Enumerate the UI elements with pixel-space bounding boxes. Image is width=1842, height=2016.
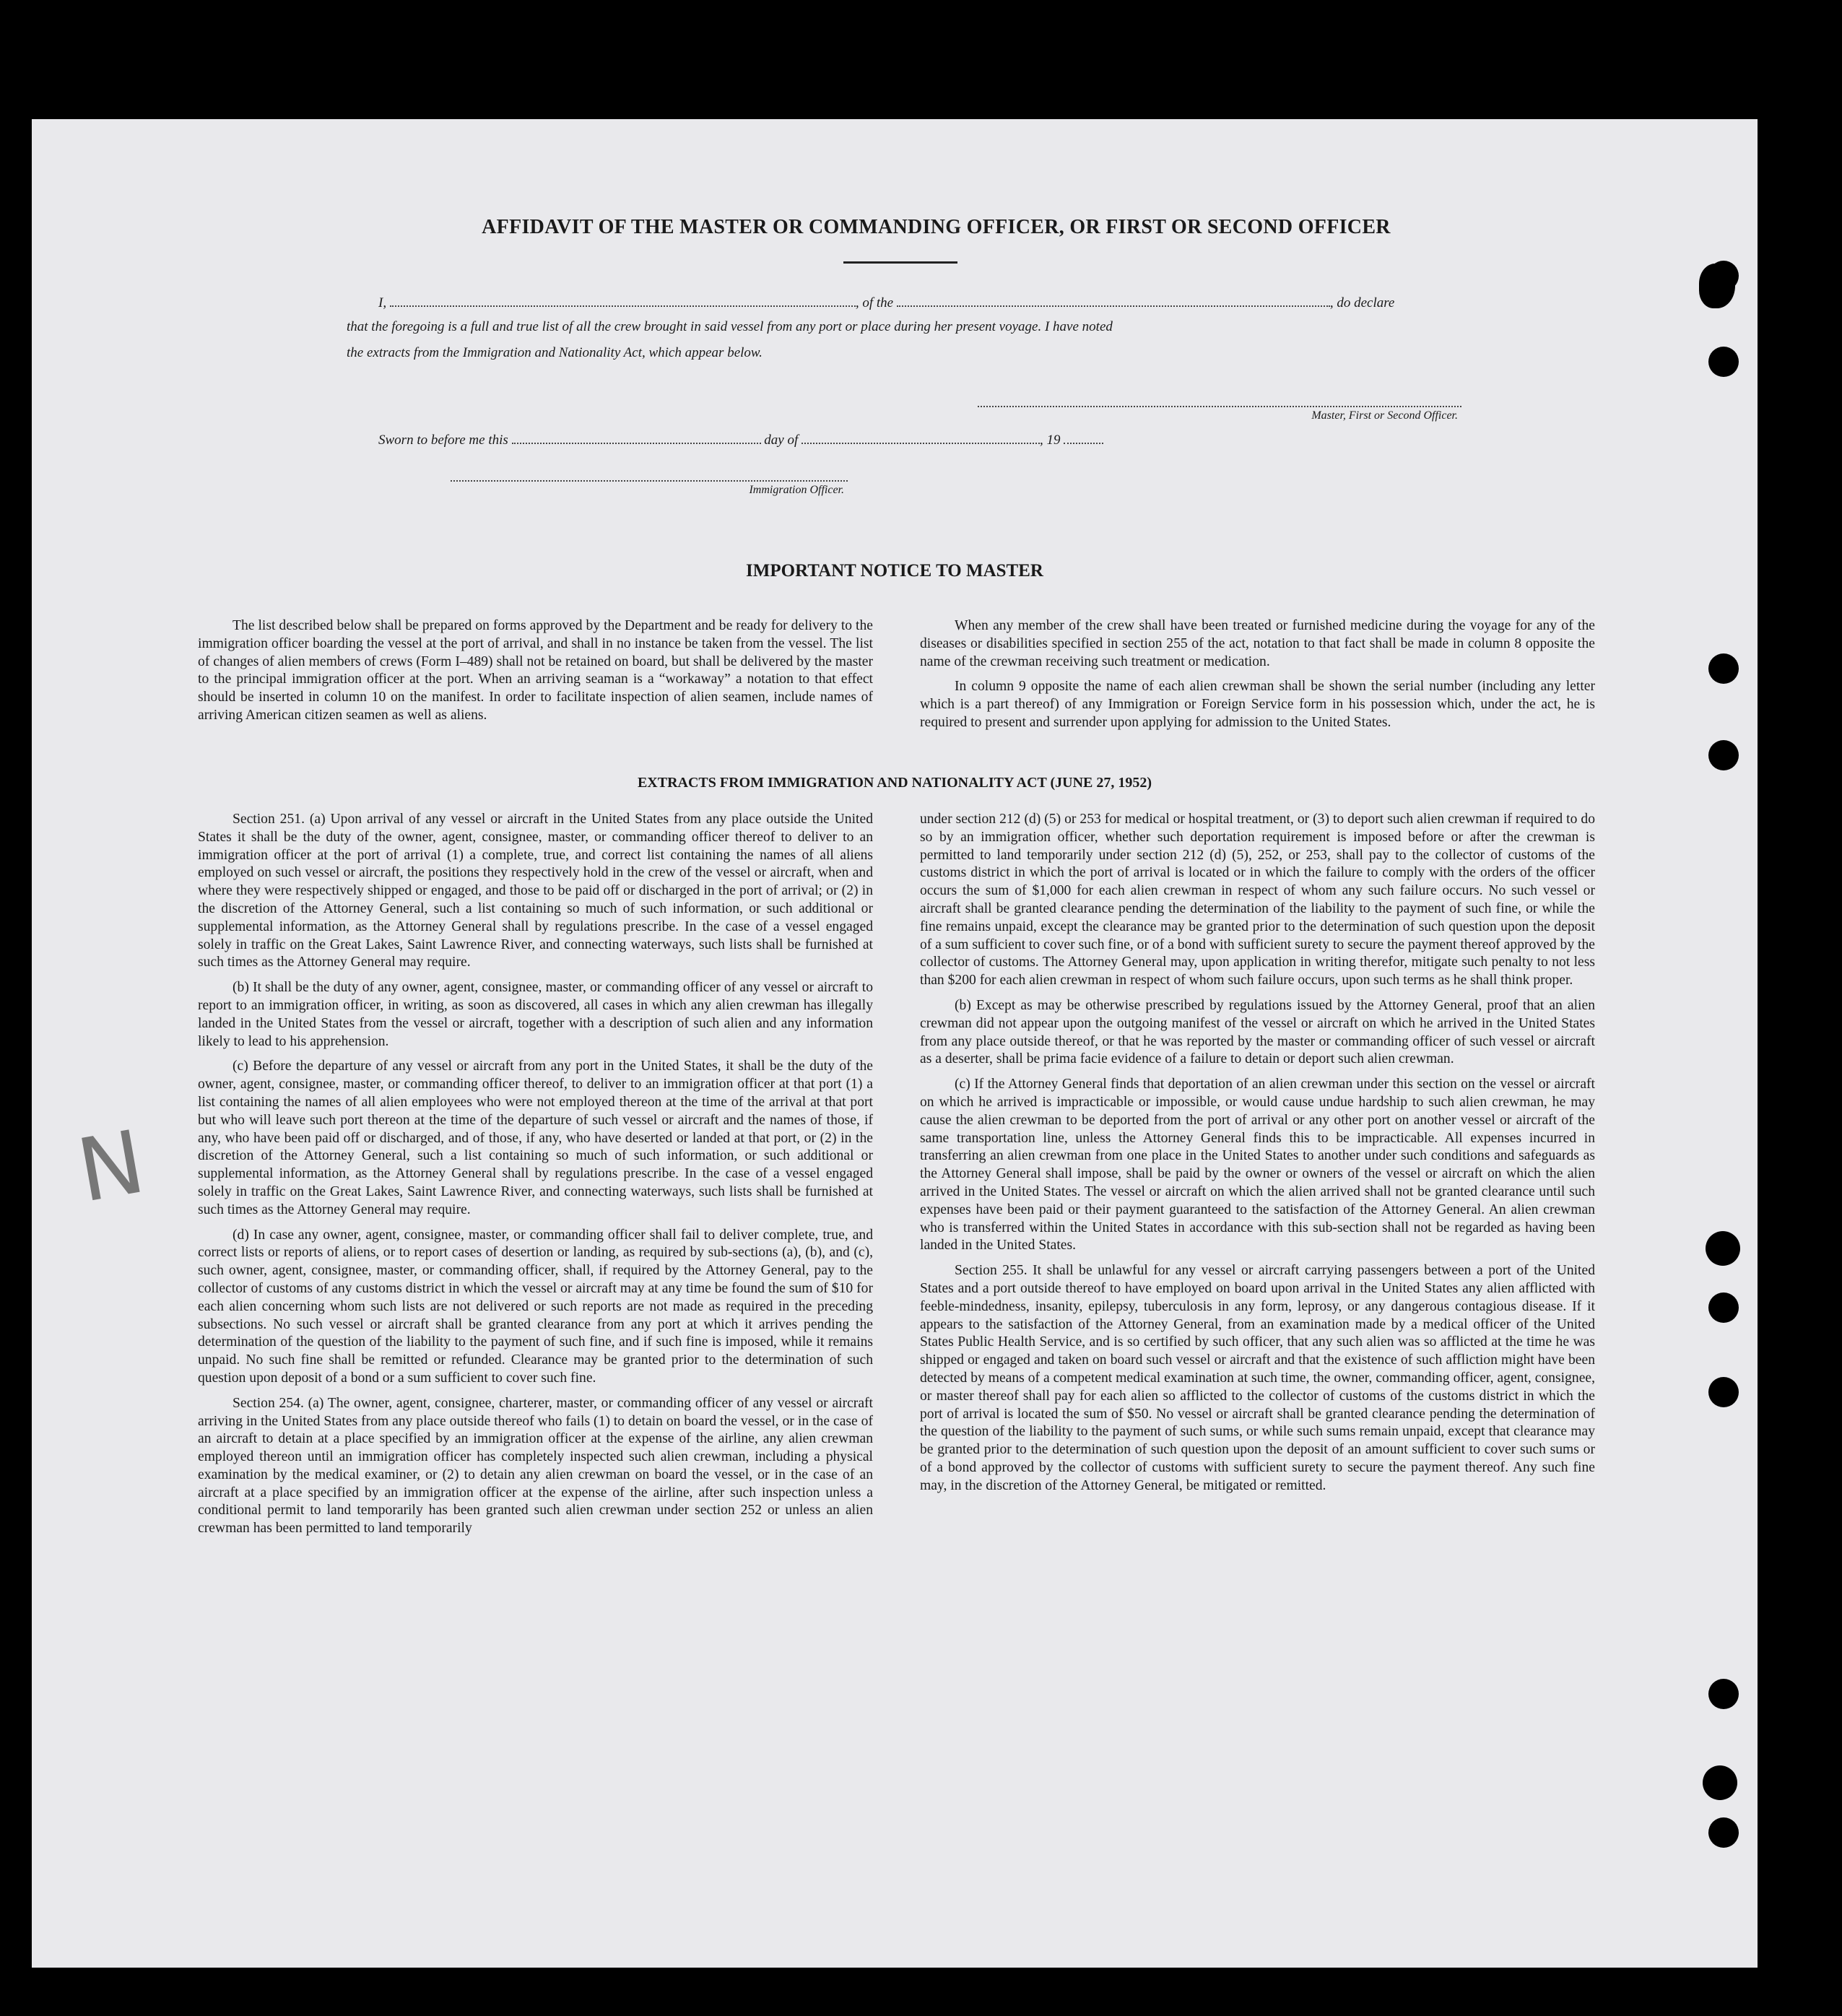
extract-section-251d: (d) In case any owner, agent, consignee, master, or commanding officer shall fail to deliver complete, true, and correct lists or reports of aliens, or to report cases of desertion or landing, as required by sub-sections (a), (b), and (c), such owner, agent, consignee, master, or commanding officer, shall, if required by the Attorney General, pay to the collector of customs of any customs district in which the vessel or aircraft may at any time be found the sum of $10 for each alien concerning whom such lists are not delivered or such reports are not made as required in the preceding subsections. No such vessel or aircraft shall be granted clearance from any port at which it arrives pending the determination of the question of the liability to the payment of such fine, and if such fine is imposed, while it remains unpaid. No such fine shall be remitted or refunded. Clearance may be granted prior to the determination of such question upon deposit of a bond or a sum sufficient to cover such fine. — [198, 1227, 873, 1386]
title-rule — [843, 261, 957, 264]
extract-section-254a: Section 254. (a) The owner, agent, consignee, charterer, master, or commanding officer of any vessel or aircraft arriving in the United States from any place outside thereof who fails (1) to detain on board the vessel, or in the case of an aircraft to detain at a place specified by an immigration officer at the expense of the airline, any alien crewman employed thereon until an immigration officer has completely inspected such alien crewman, including a physical examination by the medical examiner, or (2) to detain any alien crewman on board the vessel, or in the case of an aircraft at a place specified by an immigration officer at the expense of the airline, after such inspection unless a conditional permit to land temporarily has been granted such alien crewman under section 252 or unless an alien crewman has been permitted to land temporarily — [198, 1395, 873, 1537]
extract-section-254a-cont: under section 212 (d) (5) or 253 for medical or hospital treatment, or (3) to deport such alien crewman if required to do so by an immigration officer, whether such deportation requirement is imposed before or after the crewman is permitted to land temporarily under section 212 (d) (5), 252, or 253, shall pay to the collector of customs of the customs district in which the port of arrival is located or in which the failure to comply with the orders of the officer occurs the sum of $1,000 for each alien crewman in respect of whom any such failure occurs. No such vessel or aircraft shall be granted clearance pending the determination of the liability to the payment of such fine, or while the fine remains unpaid, except the clearance may be granted prior to the determination of such question upon the deposit of a sum sufficient to cover such fine, or of a bond with sufficient surety to secure the payment thereof approved by the collector of customs. The Attorney General may, upon application in writing therefor, mitigate such penalty to not less than $200 for each alien crewman in respect of whom such failure occurs, upon such terms as he shall think proper. — [920, 812, 1595, 989]
notice-right-paragraph-1: When any member of the crew shall have been treated or furnished medicine during the voyage for any of the diseases or disabilities specified in section 255 of the act, notation to that fact shall be made in column 8 opposite the name of the crewman receiving such treatment or medication. — [920, 618, 1595, 669]
extracts-left-column — [198, 811, 873, 1545]
master-signature-label: Master, First or Second Officer. — [1311, 409, 1458, 422]
notice-left-column — [198, 617, 873, 732]
extract-section-251c: (c) Before the departure of any vessel or aircraft from any port in the United States, it shall be the duty of the owner, agent, consignee, master, or commanding officer thereof, to deliver to an immigration officer at that port (1) a list containing the names of all alien employees who were not employed thereon at the time of the arrival at that port but who will leave such port thereon at the time of the departure of such vessel or aircraft and the names of those, if any, who have been paid off or discharged, and of those, if any, who have deserted or landed at that port, or (2) in the discretion of the Attorney General, such a list containing so much of such information, or such additional or supplemental information, as the Attorney General shall by regulations prescribe. In the case of a vessel engaged solely in traffic on the Great Lakes, Saint Lawrence River, and connecting waterways, such lists shall be furnished at such times as the Attorney General may require. — [198, 1059, 873, 1217]
officer-signature-label: Immigration Officer. — [749, 484, 844, 496]
declaration-fill-line — [378, 292, 1490, 311]
extract-section-255: Section 255. It shall be unlawful for any vessel or aircraft carrying passengers between a port of the United States and a port outside thereof to have employed on board upon arrival in the United States any alien afflicted with feeble-mindedness, insanity, epilepsy, tuberculosis in any form, leprosy, or any dangerous contagious disease. If it appears to the satisfaction of the Attorney General, from an examination made by a medical officer of the United States Public Health Service, and is so certified by such officer, that any such alien was so afflicted at the time he was shipped or engaged and taken on board such vessel or aircraft and that the existence of such affliction might have been detected by means of a competent medical examination at such time, the owner, commanding officer, agent, consignee, or master thereof shall pay for each alien so afflicted to the collector of customs of the customs district in which the port of arrival is located the sum of $50. No vessel or aircraft shall be granted clearance pending the determination of the question of the liability to the payment of such sums, or while such sums remain unpaid, except that clearance may be granted prior to the determination of such question upon the deposit of an amount sufficient to cover such sums or of a bond approved by the collector of customs with sufficient surety to secure the payment thereof. Any such fine may, in the discretion of the Attorney General, be mitigated or remitted. — [920, 1263, 1595, 1493]
sworn-year-blank — [1064, 430, 1103, 444]
binder-hole — [1708, 1679, 1739, 1709]
sworn-line — [378, 430, 1245, 448]
i-label: I, — [378, 295, 387, 310]
binder-hole — [1708, 1817, 1739, 1848]
notice-right-column — [920, 617, 1595, 739]
extracts-title: EXTRACTS FROM IMMIGRATION AND NATIONALITY ACT (JUNE 27, 1952) — [637, 775, 1152, 791]
sworn-label: Sworn to before me this — [378, 433, 508, 448]
declaration-line-1: that the foregoing is a full and true list of all the crew brought in said vessel from any port or place during her present voyage. I have noted — [347, 319, 1113, 334]
extract-section-254c: (c) If the Attorney General finds that deportation of an alien crewman under this section on the vessel or aircraft on which he arrived is impracticable or impossible, or would cause undue hardship to such alien crewman, he may cause the alien crewman to be deported from the port of arrival or any other port on another vessel or aircraft of the same transportation line, unless the Attorney General finds this to be impracticable. All expenses incurred in transferring an alien crewman from one place in the United States to another under such conditions and safeguards as the Attorney General shall impose, shall be paid by the owner or owners of the vessel or aircraft on which the alien arrived in the United States. The vessel or aircraft on which the alien arrived shall not be granted clearance until such expenses have been paid or their payment guaranteed to the satisfaction of the Attorney General. An alien crewman who is transferred within the United States in accordance with this sub-section shall not be regarded as having been landed in the United States. — [920, 1077, 1595, 1254]
of-the-label: , of the — [855, 295, 894, 310]
notice-left-paragraph: The list described below shall be prepared on forms approved by the Department and be ready for delivery to the immigration officer boarding the vessel at the port of arrival, and shall in no instance be taken from the vessel. The list of changes of alien members of crews (Form I–489) shall not be retained on board, but shall be delivered by the master to the principal immigration officer at the port. When an arriving seaman is a “workaway” a notation to that effect should be inserted in column 10 on the manifest. In order to facilitate inspection of alien seamen, include names of arriving American citizen seamen as well as aliens. — [198, 618, 873, 723]
binder-hole — [1708, 1377, 1739, 1407]
extract-section-251a: Section 251. (a) Upon arrival of any vessel or aircraft in the United States from any place outside the United States it shall be the duty of the owner, agent, consignee, master, or commanding officer thereof to deliver to an immigration officer at the port of arrival (1) a complete, true, and correct list containing the names of all aliens employed on such vessel or aircraft, the positions they respectively hold in the crew of the vessel or aircraft, when and where they were respectively shipped or engaged, and those to be paid off or discharged in the port of arrival; or (2) in the discretion of the Attorney General, such a list containing so much of such information, or such additional or supplemental information, as the Attorney General shall by regulations prescribe. In the case of a vessel engaged solely in traffic on the Great Lakes, Saint Lawrence River, and connecting waterways, such lists shall be furnished at such times as the Attorney General may require. — [198, 812, 873, 970]
day-of-label: day of — [764, 433, 799, 448]
sworn-day-blank — [512, 430, 761, 444]
binder-hole — [1708, 347, 1739, 377]
binder-hole — [1706, 1231, 1740, 1266]
extract-section-251b: (b) It shall be the duty of any owner, agent, consignee, master, or commanding officer of any vessel or aircraft to report to an immigration officer, in writing, as soon as discovered, all cases in which any alien crewman has illegally landed in the United States from the vessel or aircraft, together with a description of such alien and any information likely to lead to his apprehension. — [198, 980, 873, 1049]
affidavit-title: AFFIDAVIT OF THE MASTER OR COMMANDING OFFICER, OR FIRST OR SECOND OFFICER — [482, 216, 1391, 238]
binder-hole — [1708, 1292, 1739, 1323]
vessel-blank — [897, 292, 1330, 307]
extract-section-254b: (b) Except as may be otherwise prescribed by regulations issued by the Attorney General, proof that an alien crewman did not appear upon the outgoing manifest of the vessel or aircraft on which he arrived in the United States from any place outside thereof, or that he was reported by the master or commanding officer of such vessel or aircraft as a deserter, shall be prima facie evidence of a failure to detain or deport such alien crewman. — [920, 997, 1595, 1067]
sworn-month-blank — [801, 430, 1040, 444]
year-label: , 19 — [1040, 433, 1061, 448]
notice-right-paragraph-2: In column 9 opposite the name of each alien crewman shall be shown the serial number (including any letter which is a part thereof) of any Immigration or Foreign Service form in his possession which, under the act, he is required to present and surrender upon applying for admission to the United States. — [920, 679, 1595, 730]
pencil-margin-mark: N — [70, 1112, 152, 1222]
name-blank — [390, 292, 856, 307]
binder-hole — [1708, 653, 1739, 684]
binder-hole — [1708, 261, 1739, 291]
master-signature-line — [978, 406, 1461, 407]
extracts-right-column — [920, 811, 1595, 1502]
officer-signature-line — [451, 480, 848, 482]
document-page — [32, 119, 1758, 1968]
declaration-line-2: the extracts from the Immigration and Nationality Act, which appear below. — [347, 345, 763, 360]
do-declare-label: , do declare — [1329, 295, 1395, 310]
binder-hole — [1708, 740, 1739, 770]
notice-title: IMPORTANT NOTICE TO MASTER — [746, 561, 1043, 581]
binder-hole — [1703, 1765, 1737, 1800]
